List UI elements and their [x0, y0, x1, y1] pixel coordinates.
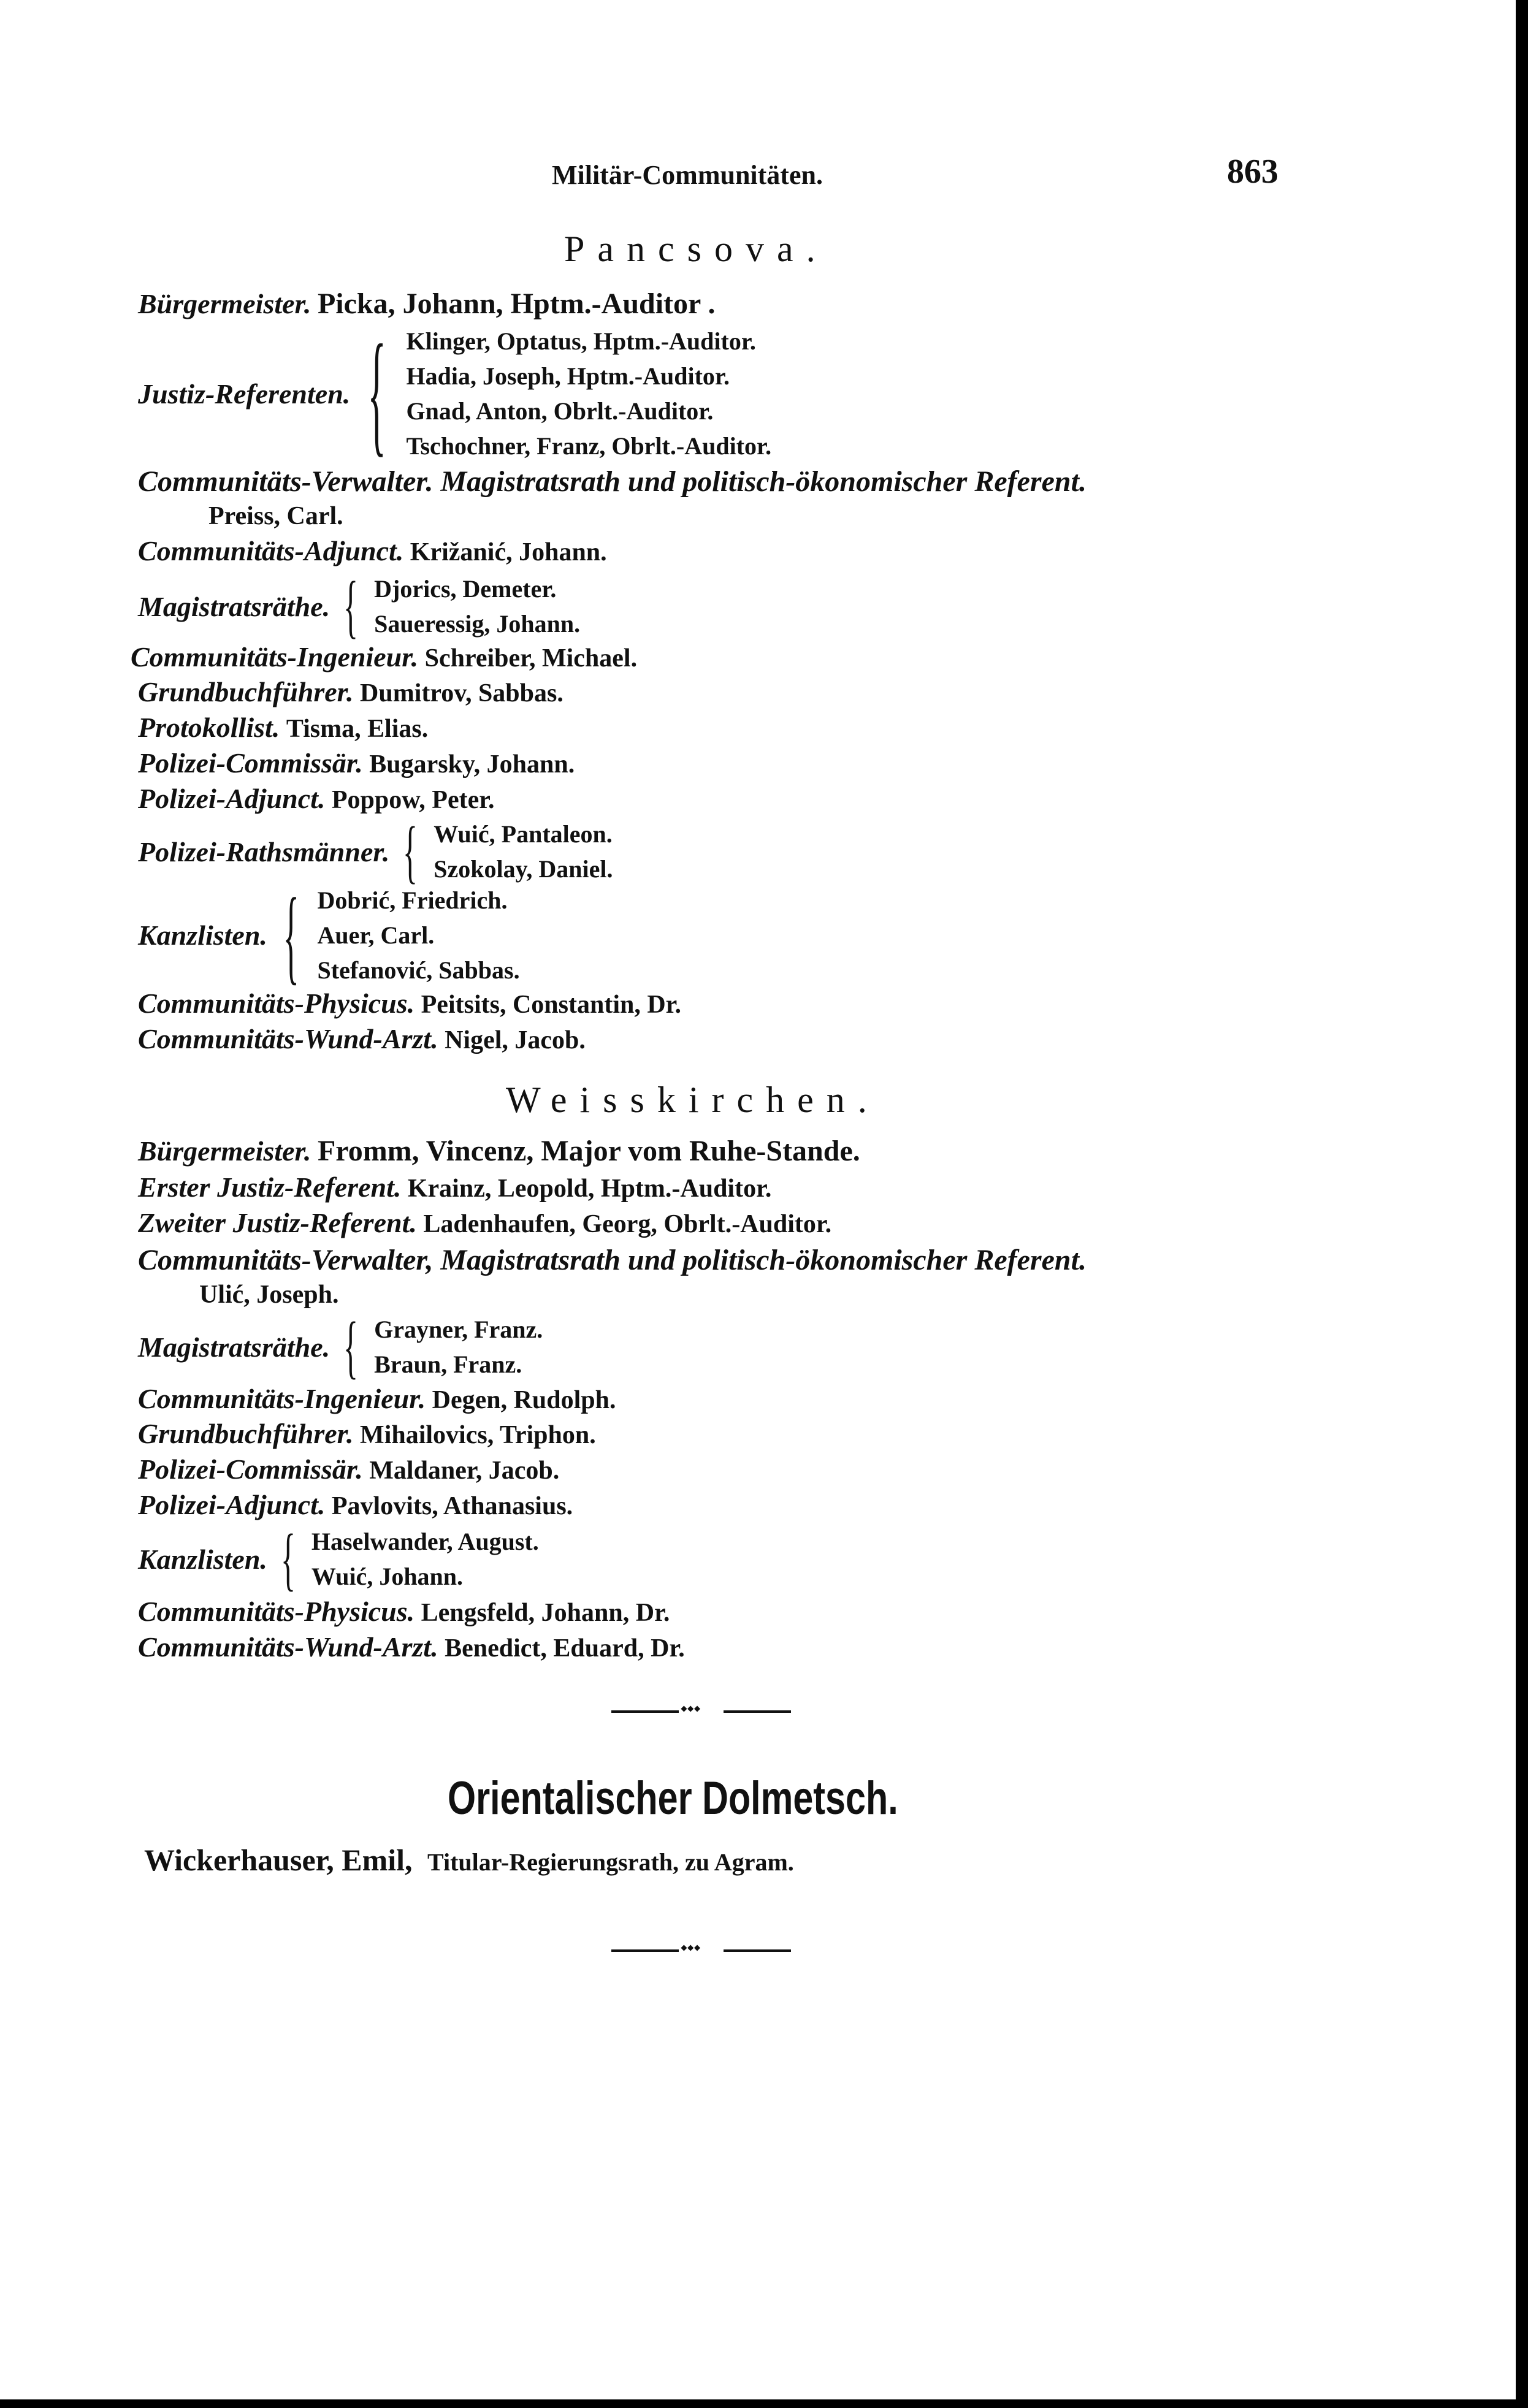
brace-icon: {: [280, 1519, 296, 1598]
list-item: Djorics, Demeter.: [374, 575, 557, 603]
list-item: Haselwander, August.: [311, 1528, 539, 1555]
name-list: [318, 883, 520, 988]
name-list: [374, 1312, 543, 1382]
brace-icon: {: [403, 812, 418, 891]
list-item: Saueressig, Johann.: [374, 610, 581, 638]
ornament-rule: [611, 1949, 679, 1952]
entry-label: Communitäts-Wund-Arzt.: [138, 1023, 438, 1054]
entry-value: Benedict, Eduard, Dr.: [445, 1634, 685, 1663]
entry-value: Tisma, Elias.: [286, 715, 429, 743]
entry-value: Picka, Johann, Hptm.-Auditor .: [317, 288, 716, 320]
list-item: Hadia, Joseph, Hptm.-Auditor.: [406, 362, 730, 390]
list-item: Klinger, Optatus, Hptm.-Auditor.: [406, 327, 756, 355]
entry-physicus: [138, 1595, 670, 1628]
brace-icon: {: [367, 317, 387, 470]
list-item: Dobrić, Friedrich.: [317, 886, 508, 914]
list-item: Braun, Franz.: [374, 1351, 522, 1378]
entry-value: Preiss, Carl.: [208, 502, 343, 530]
entry-label: Grundbuchführer.: [138, 1418, 354, 1449]
entry-zweiter-justiz: [138, 1206, 831, 1239]
entry-verwalter: [138, 1243, 1087, 1277]
entry-label: Justiz-Referenten.: [138, 378, 351, 410]
entry-label: Communitäts-Ingenieur.: [138, 1383, 426, 1414]
entry-dolmetsch: [144, 1842, 794, 1878]
entry-label: Grundbuchführer.: [138, 676, 354, 707]
entry-label: Erster Justiz-Referent.: [138, 1172, 402, 1203]
entry-wundarzt: [138, 1631, 685, 1663]
entry-magistratsraethe: [138, 566, 581, 646]
entry-ingenieur: [131, 641, 637, 673]
ornament-rule: [611, 1710, 679, 1713]
page-header: [138, 153, 1278, 208]
name-list: [374, 571, 580, 641]
ornament-rule: [724, 1949, 791, 1952]
entry-magistratsraethe: [138, 1307, 543, 1386]
list-item: Wuić, Pantaleon.: [434, 820, 613, 848]
entry-label: Polizei-Commissär.: [138, 1454, 363, 1485]
entry-value: Schreiber, Michael.: [424, 644, 638, 672]
entry-value: Dumitrov, Sabbas.: [360, 679, 563, 707]
entry-wundarzt: [138, 1023, 586, 1055]
scan-border-right: [1516, 0, 1528, 2408]
entry-label: Communitäts-Wund-Arzt.: [138, 1631, 438, 1663]
entry-kanzlisten: [138, 875, 520, 994]
entry-value: Maldaner, Jacob.: [369, 1457, 560, 1485]
page-number: 863: [1227, 153, 1278, 191]
entry-label: Protokollist.: [138, 712, 280, 743]
entry-grundbuch: [138, 1417, 596, 1450]
running-title: Militär-Communitäten.: [552, 160, 823, 190]
name-list: [434, 817, 613, 886]
entry-value: Poppow, Peter.: [331, 786, 495, 814]
entry-label: Communitäts-Adjunct.: [138, 535, 404, 566]
entry-value: Ulić, Joseph.: [199, 1281, 339, 1309]
entry-value: Degen, Rudolph.: [432, 1386, 616, 1414]
entry-verwalter: [138, 465, 1087, 498]
entry-kanzlisten: [138, 1519, 539, 1598]
entry-erster-justiz: [138, 1171, 771, 1203]
name-list: [406, 324, 771, 463]
entry-name: Wickerhauser, Emil,: [144, 1843, 413, 1877]
list-item: Wuić, Johann.: [311, 1563, 464, 1590]
section-title-dolmetsch: Orientalischer Dolmetsch.: [448, 1772, 898, 1824]
entry-label: Kanzlisten.: [138, 920, 267, 951]
entry-label: Magistratsräthe.: [138, 1331, 330, 1363]
entry-label: Polizei-Rathsmänner.: [138, 836, 390, 867]
entry-label: Zweiter Justiz-Referent.: [138, 1207, 417, 1238]
entry-pol-adjunct: [138, 782, 495, 815]
entry-commissaer: [138, 747, 575, 779]
entry-label: Communitäts-Verwalter, Magistratsrath und politisch-ökonomischer Referent.: [138, 1244, 1087, 1276]
entry-label: Polizei-Adjunct.: [138, 783, 326, 814]
section-title-pancsova: Pancsova.: [564, 229, 828, 269]
entry-value: Nigel, Jacob.: [445, 1026, 586, 1054]
entry-value: Pavlovits, Athanasius.: [331, 1492, 573, 1520]
ornament-rule: [724, 1710, 791, 1713]
entry-physicus: [138, 987, 681, 1019]
entry-pol-adjunct: [138, 1488, 573, 1521]
entry-value: Peitsits, Constantin, Dr.: [421, 991, 681, 1019]
entry-value: Krainz, Leopold, Hptm.-Auditor.: [407, 1175, 772, 1203]
entry-value: Titular-Regierungsrath, zu Agram.: [427, 1848, 794, 1876]
entry-label: Magistratsräthe.: [138, 590, 330, 622]
list-item: Grayner, Franz.: [374, 1316, 543, 1343]
entry-label: Bürgermeister.: [138, 288, 311, 319]
entry-justiz-referenten: [138, 317, 772, 470]
list-item: Gnad, Anton, Obrlt.-Auditor.: [406, 397, 714, 425]
entry-value: Križanić, Johann.: [410, 538, 607, 566]
ornament-icon: ⬩⬩⬩: [681, 1698, 701, 1718]
section-title-weisskirchen: Weisskirchen.: [506, 1080, 880, 1120]
entry-value: Mihailovics, Triphon.: [360, 1421, 596, 1449]
entry-protokollist: [138, 711, 428, 744]
entry-value: Fromm, Vincenz, Major vom Ruhe-Stande.: [317, 1135, 860, 1167]
entry-label: Bürgermeister.: [138, 1135, 311, 1167]
entry-label: Polizei-Commissär.: [138, 747, 363, 779]
entry-adjunct: [138, 535, 607, 567]
entry-commissaer: [138, 1453, 559, 1485]
entry-label: Kanzlisten.: [138, 1543, 267, 1575]
entry-label: Communitäts-Ingenieur.: [131, 641, 419, 672]
entry-buergermeister: [138, 1134, 860, 1168]
entry-label: Polizei-Adjunct.: [138, 1489, 326, 1520]
entry-grundbuch: [138, 676, 563, 708]
entry-value: Lengsfeld, Johann, Dr.: [421, 1599, 670, 1627]
brace-icon: {: [283, 875, 299, 994]
entry-label: Communitäts-Verwalter. Magistratsrath und politisch-ökonomischer Referent.: [138, 465, 1087, 498]
entry-value: Bugarsky, Johann.: [369, 750, 575, 779]
list-item: Stefanović, Sabbas.: [317, 956, 520, 984]
list-item: Szokolay, Daniel.: [434, 855, 613, 883]
name-list: [311, 1524, 539, 1594]
entry-value: Ladenhaufen, Georg, Obrlt.-Auditor.: [423, 1210, 832, 1238]
scan-border-bottom: [0, 2399, 1528, 2408]
brace-icon: {: [343, 566, 359, 646]
entry-ingenieur: [138, 1382, 616, 1415]
list-item: Auer, Carl.: [317, 921, 435, 949]
entry-rathsmaenner: [138, 812, 613, 891]
ornament-icon: ⬩⬩⬩: [681, 1937, 701, 1957]
entry-label: Communitäts-Physicus.: [138, 988, 415, 1019]
entry-label: Communitäts-Physicus.: [138, 1596, 415, 1627]
brace-icon: {: [343, 1307, 359, 1386]
entry-buergermeister: [138, 287, 715, 321]
list-item: Tschochner, Franz, Obrlt.-Auditor.: [406, 432, 772, 460]
